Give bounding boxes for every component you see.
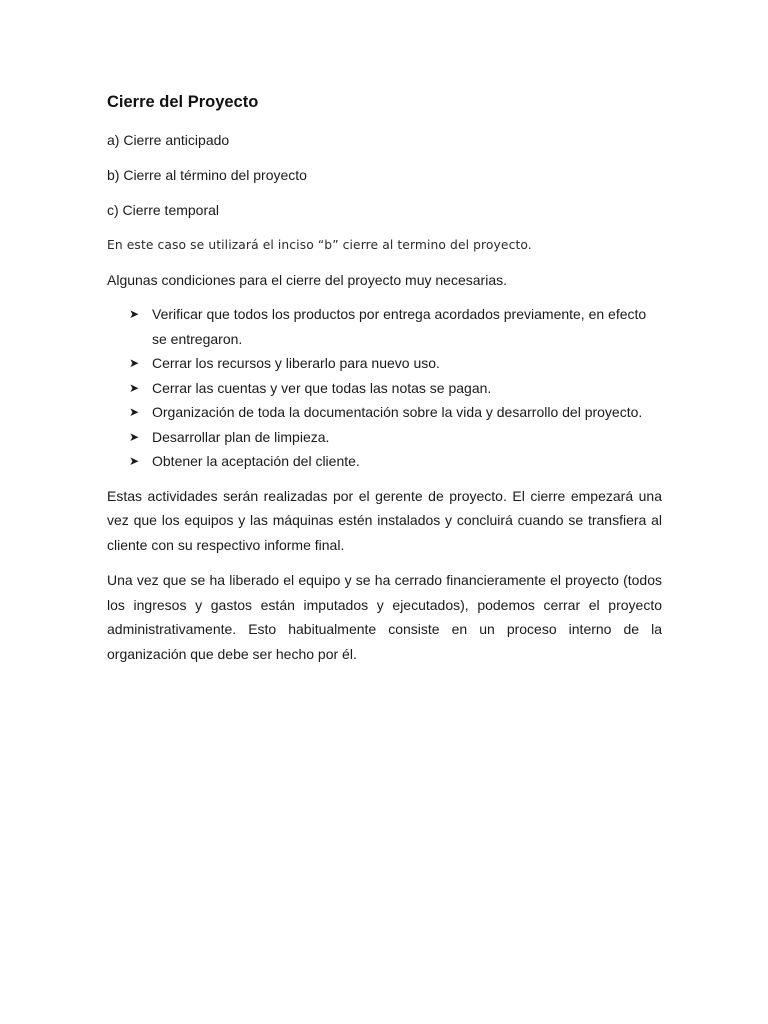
list-item-text: Obtener la aceptación del cliente. (152, 453, 360, 469)
list-item-text: Desarrollar plan de limpieza. (152, 428, 330, 445)
option-c: c) Cierre temporal (107, 202, 220, 218)
arrowhead-bullet-icon: ➤ (129, 454, 140, 468)
list-item-text: Cerrar las cuentas y ver que todas las notas se pagan. (152, 379, 492, 396)
list-item (107, 400, 662, 425)
list-item (107, 302, 662, 351)
option-a: a) Cierre anticipado (107, 132, 230, 148)
arrowhead-bullet-icon: ➤ (129, 307, 140, 321)
body-paragraph-activities: Estas actividades serán realizadas por el gerente de proyecto. El cierre empezará una vez que los equipos y las máquinas estén instalados y concluirá cuando se transfiera al cliente con su respectivo informe final. (107, 487, 662, 554)
list-item (107, 351, 662, 376)
body-paragraph-administrative-close: Una vez que se ha liberado el equipo y se ha cerrado financieramente el proyecto (todos los ingresos y gastos están imputados y ejecutados), podemos cerrar el proyecto administrativamente. Esto habitualmente consiste en un proceso interno de la organización que debe ser hecho por él. (107, 571, 662, 663)
selection-note: En este caso se utilizará el inciso “b” cierre al termino del proyecto. (107, 238, 532, 252)
list-item (107, 449, 662, 474)
list-item-text: Cerrar los recursos y liberarlo para nuevo uso. (152, 355, 440, 371)
arrowhead-bullet-icon: ➤ (129, 356, 140, 370)
arrowhead-bullet-icon: ➤ (129, 429, 140, 444)
arrowhead-bullet-icon: ➤ (129, 380, 140, 395)
option-b: b) Cierre al término del proyecto (107, 167, 307, 183)
list-item (107, 376, 662, 401)
list-item (107, 425, 662, 450)
list-item-text: Verificar que todos los productos por entrega acordados previamente, en efecto se entregaron. (152, 306, 647, 347)
arrowhead-bullet-icon: ➤ (129, 405, 140, 419)
conditions-intro: Algunas condiciones para el cierre del proyecto muy necesarias. (107, 272, 507, 288)
page-title: Cierre del Proyecto (107, 93, 259, 111)
document-page (107, 88, 662, 667)
conditions-list (107, 302, 662, 474)
list-item-text: Organización de toda la documentación sobre la vida y desarrollo del proyecto. (152, 404, 643, 420)
